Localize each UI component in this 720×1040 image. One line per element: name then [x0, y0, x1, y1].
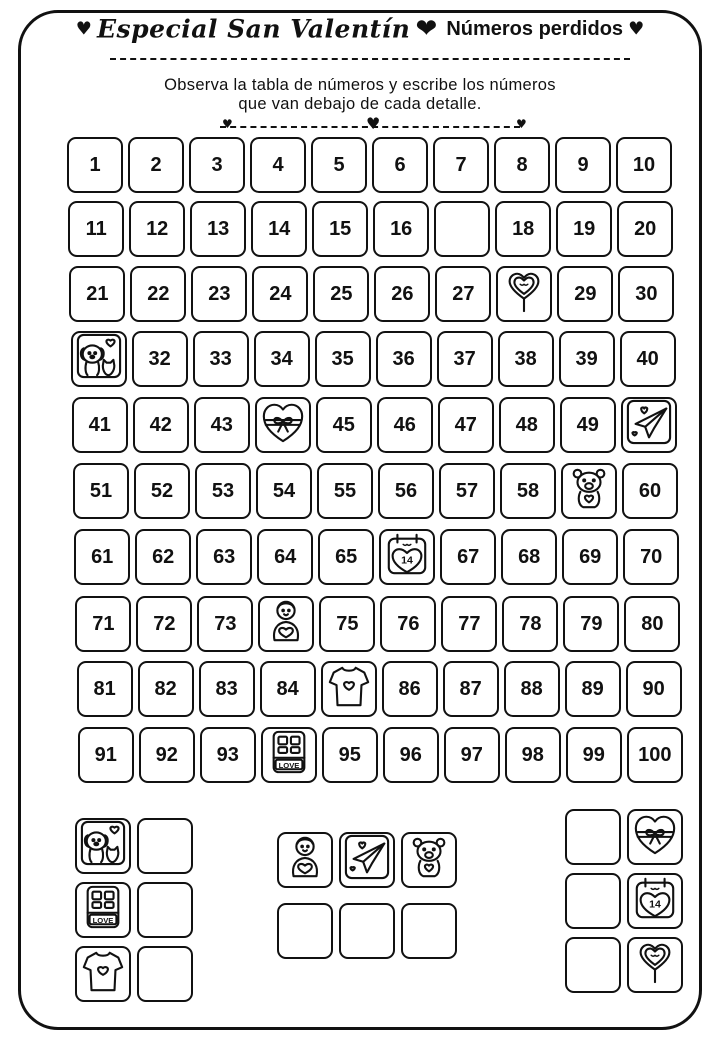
answer-icon-box — [627, 809, 683, 865]
grid-cell-number: 62 — [135, 529, 191, 585]
header-divider — [110, 58, 630, 60]
grid-cell-icon — [255, 397, 311, 453]
calendar-day-text: 14 — [649, 898, 661, 911]
grid-cell-number: 25 — [313, 266, 369, 322]
love-chocolate-bar-icon — [80, 884, 126, 936]
grid-cell-number: 51 — [73, 463, 129, 519]
grid-cell-number: 67 — [440, 529, 496, 585]
grid-cell-number: 56 — [378, 463, 434, 519]
grid-cell-number: 84 — [260, 661, 316, 717]
grid-cell-number: 7 — [433, 137, 489, 193]
grid-cell-number: 61 — [74, 529, 130, 585]
grid-cell-number: 10 — [616, 137, 672, 193]
grid-cell-number: 92 — [139, 727, 195, 783]
grid-cell-icon — [258, 596, 314, 652]
grid-cell-number: 96 — [383, 727, 439, 783]
grid-cell-number: 95 — [322, 727, 378, 783]
grid-cell-number: 72 — [136, 596, 192, 652]
grid-cell-number: 26 — [374, 266, 430, 322]
grid-cell-number: 13 — [190, 201, 246, 257]
grid-cell-number: 6 — [372, 137, 428, 193]
calendar-14-icon — [632, 875, 678, 927]
grid-cell-empty[interactable] — [434, 201, 490, 257]
grid-cell-number: 12 — [129, 201, 185, 257]
grid-cell-number: 76 — [380, 596, 436, 652]
love-text: LOVE — [278, 760, 300, 770]
answer-icon-box — [401, 832, 457, 888]
grid-cell-icon — [321, 661, 377, 717]
answer-blank-box[interactable] — [565, 873, 621, 929]
script-title: Especial San Valentín — [96, 14, 411, 44]
grid-cell-number: 22 — [130, 266, 186, 322]
grid-cell-number: 69 — [562, 529, 618, 585]
answer-icon-box — [277, 832, 333, 888]
boy-holding-heart-icon — [263, 598, 309, 650]
teddy-bear-icon — [566, 465, 612, 517]
grid-cell-number: 58 — [500, 463, 556, 519]
grid-cell-number: 88 — [504, 661, 560, 717]
heart-icon: ♥ — [75, 18, 92, 40]
answer-icon-box — [339, 832, 395, 888]
grid-cell-number: 55 — [317, 463, 373, 519]
heart-icon: ♥ — [366, 114, 381, 133]
instructions — [0, 76, 720, 114]
grid-cell-number: 14 — [251, 201, 307, 257]
grid-cell-number: 40 — [620, 331, 676, 387]
grid-cell-number: 24 — [252, 266, 308, 322]
teddy-bear-icon — [406, 834, 452, 886]
grid-cell-number: 93 — [200, 727, 256, 783]
grid-cell-number: 36 — [376, 331, 432, 387]
grid-cell-number: 53 — [195, 463, 251, 519]
grid-cell-number: 73 — [197, 596, 253, 652]
grid-cell-number: 79 — [563, 596, 619, 652]
answer-blank-box[interactable] — [565, 809, 621, 865]
grid-cell-icon — [561, 463, 617, 519]
grid-cell-number: 100 — [627, 727, 683, 783]
grid-cell-number: 45 — [316, 397, 372, 453]
grid-cell-number: 48 — [499, 397, 555, 453]
lollipop-heart-icon — [501, 268, 547, 320]
calendar-14-icon — [384, 531, 430, 583]
grid-cell-number: 27 — [435, 266, 491, 322]
heart-icon: ❤ — [415, 14, 438, 44]
grid-cell-number: 5 — [311, 137, 367, 193]
grid-cell-number: 54 — [256, 463, 312, 519]
grid-cell-number: 99 — [566, 727, 622, 783]
calendar-day-text: 14 — [401, 554, 414, 567]
grid-cell-number: 39 — [559, 331, 615, 387]
grid-cell-number: 71 — [75, 596, 131, 652]
bold-title: Números perdidos — [446, 17, 624, 40]
heart-gift-box-icon — [632, 811, 678, 863]
paper-plane-hearts-icon — [626, 399, 672, 451]
answer-icon-box — [627, 873, 683, 929]
grid-cell-icon — [621, 397, 677, 453]
heart-t-shirt-icon — [326, 663, 372, 715]
boy-holding-heart-icon — [282, 834, 328, 886]
grid-cell-number: 78 — [502, 596, 558, 652]
grid-cell-number: 4 — [250, 137, 306, 193]
grid-cell-number: 81 — [77, 661, 133, 717]
grid-cell-number: 38 — [498, 331, 554, 387]
grid-cell-number: 60 — [622, 463, 678, 519]
grid-cell-number: 68 — [501, 529, 557, 585]
grid-cell-number: 23 — [191, 266, 247, 322]
answer-blank-box[interactable] — [565, 937, 621, 993]
answer-icon-box — [627, 937, 683, 993]
grid-cell-number: 2 — [128, 137, 184, 193]
grid-cell-number: 87 — [443, 661, 499, 717]
grid-cell-number: 41 — [72, 397, 128, 453]
grid-cell-number: 97 — [444, 727, 500, 783]
answer-icon-box — [75, 946, 131, 1002]
grid-cell-number: 18 — [495, 201, 551, 257]
heart-gift-box-icon — [260, 399, 306, 451]
grid-cell-number: 11 — [68, 201, 124, 257]
grid-cell-number: 65 — [318, 529, 374, 585]
grid-cell-number: 33 — [193, 331, 249, 387]
grid-cell-number: 30 — [618, 266, 674, 322]
grid-cell-number: 19 — [556, 201, 612, 257]
grid-cell-number: 83 — [199, 661, 255, 717]
answer-icon-box — [75, 882, 131, 938]
answer-blank-box[interactable] — [137, 882, 193, 938]
grid-cell-number: 3 — [189, 137, 245, 193]
heart-icon: ♥ — [628, 18, 645, 40]
heart-t-shirt-icon — [80, 948, 126, 1000]
answer-blank-box[interactable] — [401, 903, 457, 959]
grid-cell-number: 90 — [626, 661, 682, 717]
grid-cell-number: 77 — [441, 596, 497, 652]
grid-cell-number: 70 — [623, 529, 679, 585]
grid-cell-icon — [496, 266, 552, 322]
answer-blank-box[interactable] — [339, 903, 395, 959]
grid-cell-number: 15 — [312, 201, 368, 257]
grid-cell-number: 43 — [194, 397, 250, 453]
grid-cell-number: 34 — [254, 331, 310, 387]
grid-cell-number: 75 — [319, 596, 375, 652]
grid-cell-number: 57 — [439, 463, 495, 519]
dog-and-cat-icon — [76, 333, 122, 385]
grid-cell-number: 98 — [505, 727, 561, 783]
grid-cell-number: 42 — [133, 397, 189, 453]
grid-cell-number: 37 — [437, 331, 493, 387]
grid-cell-number: 29 — [557, 266, 613, 322]
grid-cell-icon — [71, 331, 127, 387]
lollipop-heart-icon — [632, 939, 678, 991]
heart-icon: ♥ — [222, 117, 233, 131]
grid-cell-icon — [379, 529, 435, 585]
love-chocolate-bar-icon — [266, 729, 312, 781]
dog-and-cat-icon — [80, 820, 126, 872]
grid-cell-number: 86 — [382, 661, 438, 717]
grid-cell-number: 9 — [555, 137, 611, 193]
instructions-line: que van debajo de cada detalle. — [238, 95, 482, 113]
grid-cell-number: 32 — [132, 331, 188, 387]
grid-cell-number: 46 — [377, 397, 433, 453]
heart-icon: ♥ — [516, 117, 527, 131]
grid-cell-number: 20 — [617, 201, 673, 257]
grid-cell-number: 1 — [67, 137, 123, 193]
grid-cell-number: 89 — [565, 661, 621, 717]
love-text: LOVE — [92, 915, 114, 925]
grid-cell-number: 91 — [78, 727, 134, 783]
grid-cell-number: 35 — [315, 331, 371, 387]
worksheet-header — [0, 14, 720, 54]
answer-blank-box[interactable] — [277, 903, 333, 959]
grid-cell-number: 80 — [624, 596, 680, 652]
grid-cell-number: 21 — [69, 266, 125, 322]
grid-cell-number: 49 — [560, 397, 616, 453]
grid-cell-number: 47 — [438, 397, 494, 453]
answer-icon-box — [75, 818, 131, 874]
grid-cell-number: 52 — [134, 463, 190, 519]
grid-cell-number: 82 — [138, 661, 194, 717]
grid-cell-icon — [261, 727, 317, 783]
answer-blank-box[interactable] — [137, 946, 193, 1002]
answer-blank-box[interactable] — [137, 818, 193, 874]
grid-cell-number: 63 — [196, 529, 252, 585]
paper-plane-hearts-icon — [344, 834, 390, 886]
grid-cell-number: 8 — [494, 137, 550, 193]
grid-cell-number: 64 — [257, 529, 313, 585]
instructions-line: Observa la tabla de números y escribe los números — [164, 76, 556, 94]
grid-cell-number: 16 — [373, 201, 429, 257]
